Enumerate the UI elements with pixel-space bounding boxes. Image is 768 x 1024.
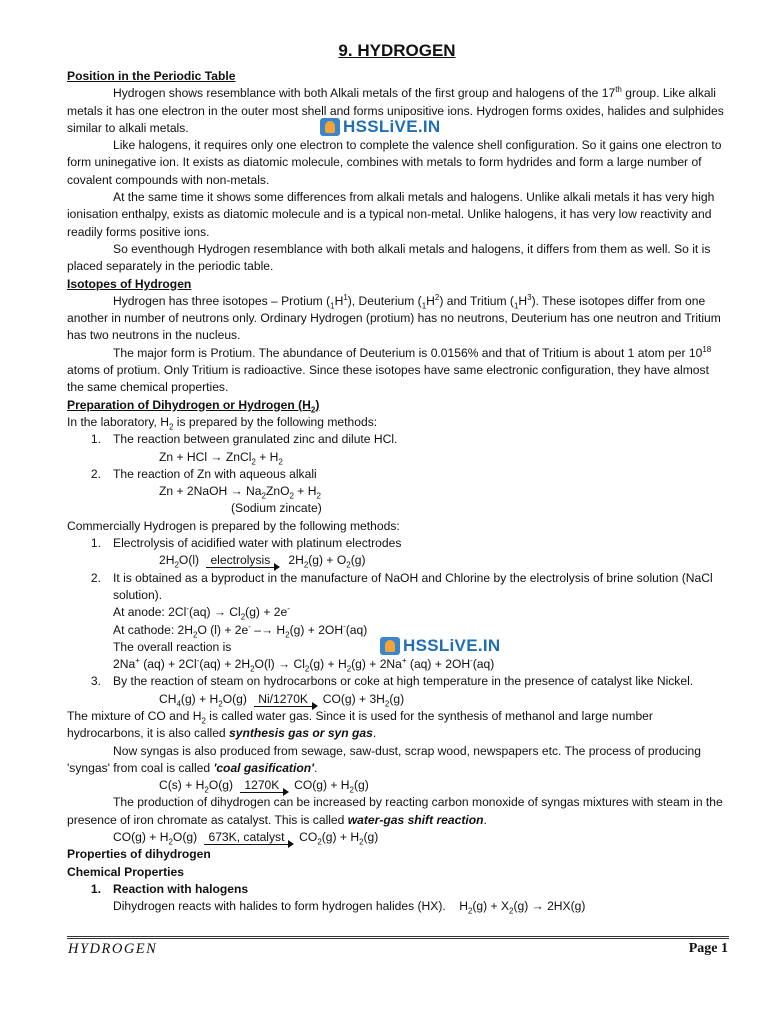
arrow-673k: 673K, catalyst: [204, 830, 288, 845]
para-shift: The production of dihydrogen can be increased by reacting carbon monoxide of syngas mixtures with steam in the presence of iron chromate as catalyst. This is called water-gas shift reaction.: [67, 795, 723, 827]
footer-title: HYDROGEN: [68, 941, 158, 957]
lab-method-1: 1. The reaction between granulated zinc and dilute HCl.: [90, 432, 398, 447]
eq-zn-naoh-note: (Sodium zincate): [231, 501, 322, 516]
hsslive-logo: HSSLiVE.IN: [320, 117, 440, 137]
commercial-method-3: 3. By the reaction of steam on hydrocarbons or coke at high temperature in the presence of catalyst like Nickel.: [90, 674, 694, 689]
eq-overall: 2Na+ $(aq) + 2Cl^-(aq) + 2H_2O(l) \to Cl_2(g) + H_2(g) + 2Na^+$ (aq) + 2OH-(aq): [113, 656, 495, 674]
reaction-halogens: 1. Reaction with halogens: [90, 881, 249, 896]
para-position-4: So eventhough Hydrogen resemblance with both alkali metals and halogens, it differs from them as well. So it is placed separately in the periodic table.: [67, 241, 711, 274]
eq-steam-reforming: $CH_4(g) + H_2O(g)$ Ni/1270K $CO(g) + 3H_2(g)$: [159, 691, 405, 709]
para-position-2: Like halogens, it requires only one electron to complete the valence shell configuration. So it gains one electron to form uninegative ion. It exists as diatomic molecule, combines with metals to form hydrides and form a large number of covalent compounds with non-metals.: [67, 138, 722, 187]
heading-properties: Properties of dihydrogen: [67, 847, 211, 862]
para-position-3: At the same time it shows some differences from alkali metals and halogens. Unlike alkali metals it has very high ionisation enthalpy, exists as diatomic molecule and is a typical non-metal. Unlike halogens, it has very low reactivity and readily forms positive ions.: [67, 190, 715, 239]
eq-anode: At anode: $2Cl^-(aq) \to Cl_2(g) + 2e^-$: [113, 604, 290, 622]
document-page: [67, 40, 727, 916]
commercial-method-2: 2. It is obtained as a byproduct in the manufacture of NaOH and Chlorine by the electrolysis of brine solution (NaCl solution).: [90, 570, 713, 602]
para-position-1: Hydrogen shows resemblance with both Alkali metals of the first group and halogens of the 17th group. Like alkali metals it has one electron in the outer most shell and forms unipositive ions. Hydrogen forms oxides, halides and sulphides similar to alkali metals.: [67, 85, 724, 135]
logo-mascot-icon: [380, 637, 400, 655]
heading-position: Position in the Periodic Table: [67, 69, 236, 83]
eq-electrolysis: $2H_2O(l)$ electrolysis $2H_2(g) + O_2(g)$: [159, 553, 366, 570]
heading-preparation: Preparation of Dihydrogen or Hydrogen $(H_2)$: [67, 397, 320, 415]
eq-cathode: At cathode: $2H_2O$ $(l) + 2e^- -\to H_2(g) + 2OH^-(aq)$: [113, 621, 368, 639]
eq-zn-hcl: Zn + HCl → ZnCl$_2$ + $H_2$: [159, 449, 283, 466]
footer-divider: [67, 936, 729, 939]
arrow-1270k: 1270K: [240, 778, 283, 793]
heading-chemical-properties: Chemical Properties: [67, 864, 184, 879]
para-isotopes-1: Hydrogen has three isotopes – Protium $(_1H^1)$, Deuterium $(_1H^2)$ and Tritium $(_1H^3)$. These isotopes differ from one another in number of neutrons only. Ordinary Hydrogen (protium) has no neutrons, Deuterium has one neutron and Tritium has two neutrons in the nucleus.: [67, 292, 721, 343]
eq-coal-gasification: $C(s) + H_2O(g)$ 1270K $CO(g) + H_2(g)$: [159, 778, 369, 795]
para-isotopes-2: The major form is Protium. The abundance of Deuterium is 0.0156% and that of Tritium is about 1 atom per $10^{18}$ atoms of protium. Only Tritium is radioactive. Since these isotopes have same electronic configuration, they have almost the same chemical properties.: [67, 344, 712, 395]
page-number: Page 1: [688, 941, 728, 956]
para-halogens: Dihydrogen reacts with halides to form hydrogen halides (HX). $H_2(g) + X_2(g) \to 2HX(g)$: [113, 899, 586, 916]
para-syngas: Now syngas is also produced from sewage, saw-dust, scrap wood, newspapers etc. The process of producing 'syngas' from coal is called 'coal gasification'.: [67, 743, 701, 775]
commercial-method-1: 1. Electrolysis of acidified water with platinum electrodes: [90, 536, 402, 551]
para-water-gas: The mixture of CO and $H_2$ is called water gas. Since it is used for the synthesis of methanol and large number hydrocarbons, it is also called synthesis gas or syn gas.: [67, 708, 653, 741]
lab-method-2: 2. The reaction of Zn with aqueous alkali: [90, 466, 317, 481]
hsslive-logo-2: HSSLiVE.IN: [380, 636, 500, 656]
commercial-intro: Commercially Hydrogen is prepared by the following methods:: [67, 518, 400, 533]
arrow-ni: Ni/1270K: [254, 692, 312, 707]
heading-isotopes: Isotopes of Hydrogen: [67, 276, 192, 291]
eq-zn-naoh: Zn + 2NaOH → $Na_2ZnO_2 + H_2$: [159, 484, 321, 501]
arrow-electrolysis: electrolysis: [206, 553, 274, 568]
page-title: 9. HYDROGEN: [338, 41, 456, 60]
eq-shift: $CO(g) + H_2O(g)$ 673K, catalyst $CO_2(g) + H_2(g)$: [113, 830, 379, 847]
overall-label: The overall reaction is: [113, 639, 232, 654]
logo-mascot-icon: [320, 118, 340, 136]
lab-intro: In the laboratory, $H_2$ is prepared by the following methods:: [67, 414, 378, 432]
